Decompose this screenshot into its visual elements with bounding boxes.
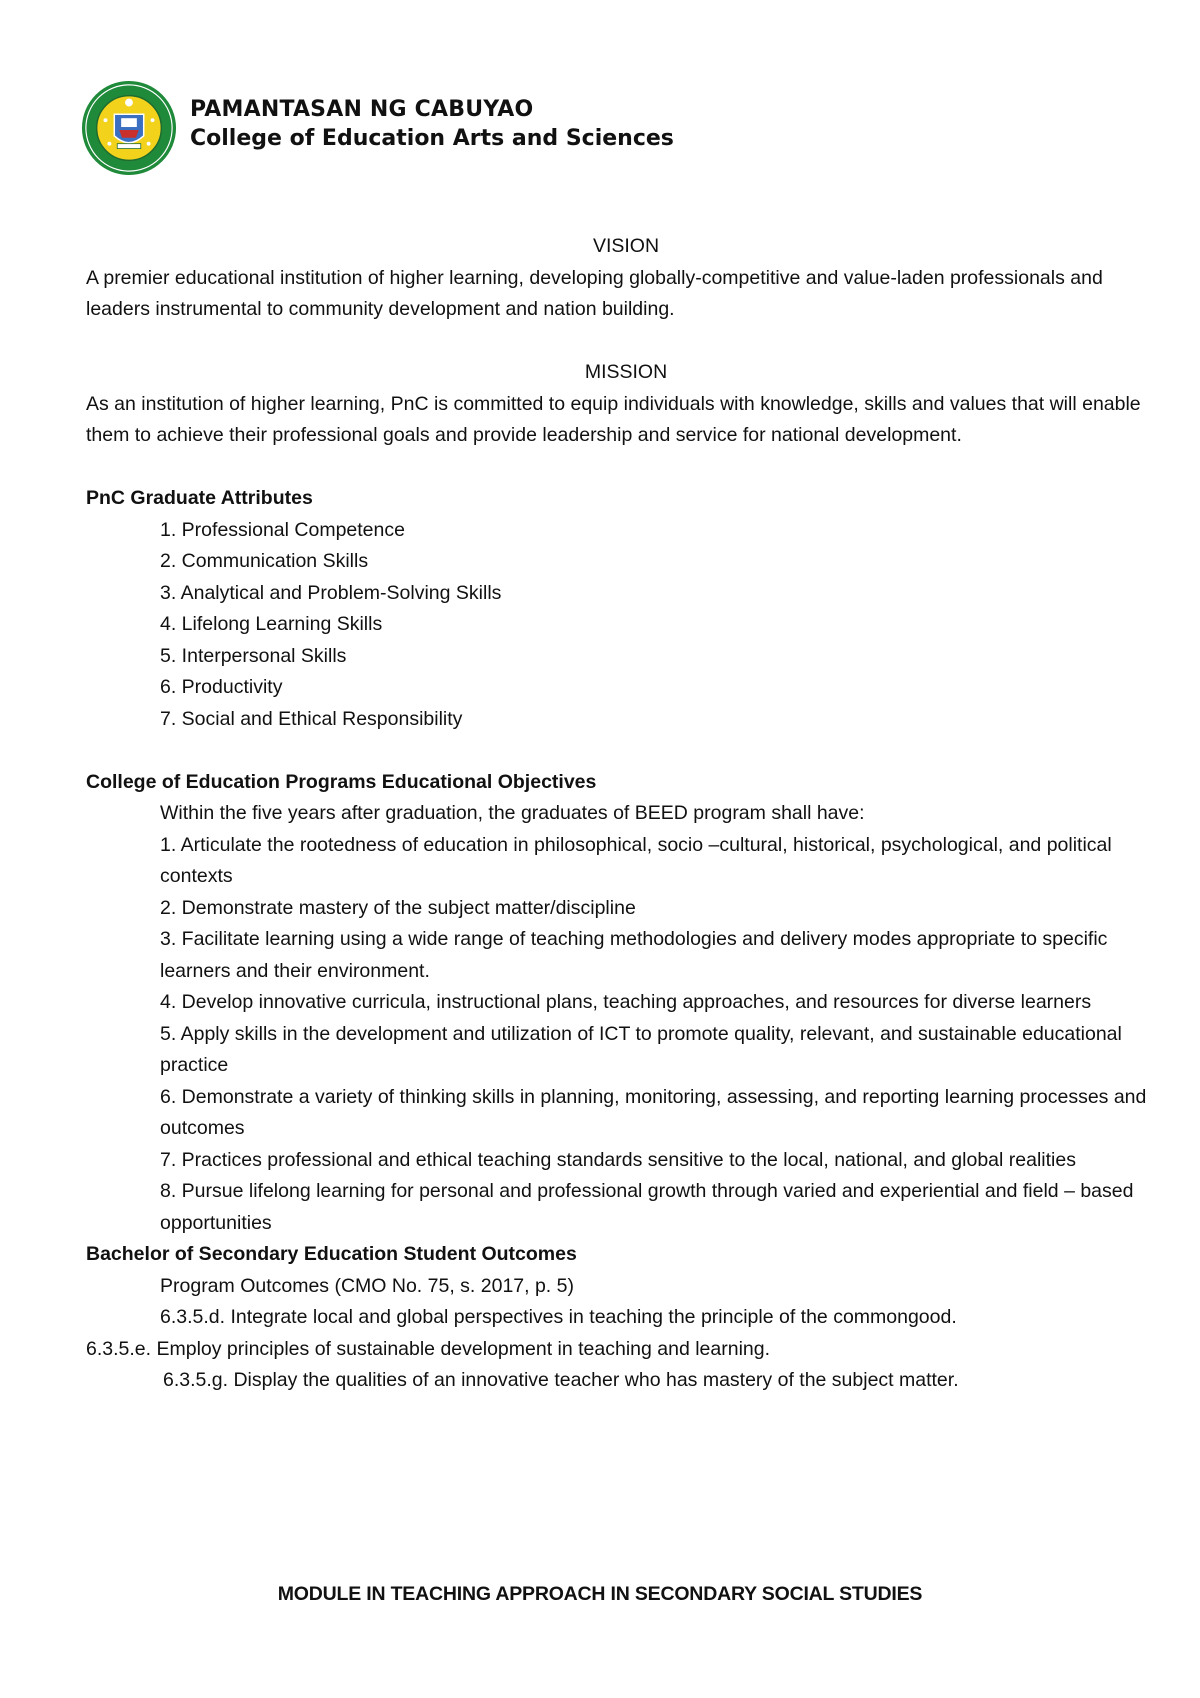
list-item: 5. Interpersonal Skills bbox=[160, 644, 347, 667]
objectives-heading: College of Education Programs Educational Objectives bbox=[86, 770, 597, 793]
letterhead bbox=[80, 78, 674, 178]
module-footer: MODULE IN TEACHING APPROACH IN SECONDARY SOCIAL STUDIES bbox=[277, 1583, 923, 1605]
list-item: 6.3.5.e. Employ principles of sustainable development in teaching and learning. bbox=[86, 1337, 771, 1360]
program-outcomes-label: Program Outcomes (CMO No. 75, s. 2017, p. 5) bbox=[160, 1274, 574, 1297]
list-item: 6.3.5.g. Display the qualities of an innovative teacher who has mastery of the subject matter. bbox=[163, 1369, 959, 1391]
attributes-heading: PnC Graduate Attributes bbox=[86, 487, 313, 509]
vision-heading: VISION bbox=[592, 235, 660, 257]
letterhead-text bbox=[190, 96, 674, 154]
university-name: PAMANTASAN NG CABUYAO bbox=[190, 97, 534, 122]
objectives-list bbox=[86, 798, 1166, 1239]
document-body bbox=[86, 231, 1166, 1397]
list-item: 6. Demonstrate a variety of thinking skills in planning, monitoring, assessing, and reporting learning processes and outcomes bbox=[160, 1085, 1147, 1139]
list-item: 7. Social and Ethical Responsibility bbox=[160, 707, 463, 730]
objectives-intro: Within the five years after graduation, the graduates of BEED program shall have: bbox=[160, 802, 865, 824]
list-item: 1. Articulate the rootedness of education in philosophical, socio –cultural, historical, psychological, and political contexts bbox=[160, 833, 1112, 887]
list-item: 4. Develop innovative curricula, instructional plans, teaching approaches, and resources for diverse learners bbox=[160, 991, 1092, 1013]
list-item: 8. Pursue lifelong learning for personal and professional growth through varied and experiential and field – based opportunities bbox=[160, 1180, 1134, 1234]
list-item: 4. Lifelong Learning Skills bbox=[160, 613, 383, 635]
mission-heading: MISSION bbox=[584, 361, 668, 383]
university-seal-icon bbox=[80, 79, 178, 177]
list-item: 5. Apply skills in the development and utilization of ICT to promote quality, relevant, and sustainable educational practice bbox=[160, 1022, 1122, 1076]
vision-text: A premier educational institution of higher learning, developing globally-competitive and value-laden professionals and leaders instrumental to community development and nation building. bbox=[86, 266, 1103, 320]
list-item: 2. Communication Skills bbox=[160, 550, 369, 572]
list-item: 2. Demonstrate mastery of the subject matter/discipline bbox=[160, 896, 636, 919]
outcomes-heading: Bachelor of Secondary Education Student Outcomes bbox=[86, 1243, 577, 1265]
college-name: College of Education Arts and Sciences bbox=[190, 126, 674, 151]
attributes-list bbox=[86, 515, 1166, 736]
list-item: 1. Professional Competence bbox=[160, 518, 405, 541]
list-item: 6. Productivity bbox=[160, 676, 283, 698]
list-item: 6.3.5.d. Integrate local and global perspectives in teaching the principle of the commongood. bbox=[160, 1306, 957, 1328]
list-item: 3. Facilitate learning using a wide range of teaching methodologies and delivery modes appropriate to specific learners and their environment. bbox=[160, 928, 1108, 982]
mission-text: As an institution of higher learning, PnC is committed to equip individuals with knowledge, skills and values that will enable them to achieve their professional goals and provide leadership and service for national development. bbox=[86, 392, 1141, 446]
list-item: 7. Practices professional and ethical teaching standards sensitive to the local, national, and global realities bbox=[160, 1148, 1076, 1171]
list-item: 3. Analytical and Problem-Solving Skills bbox=[160, 581, 502, 604]
